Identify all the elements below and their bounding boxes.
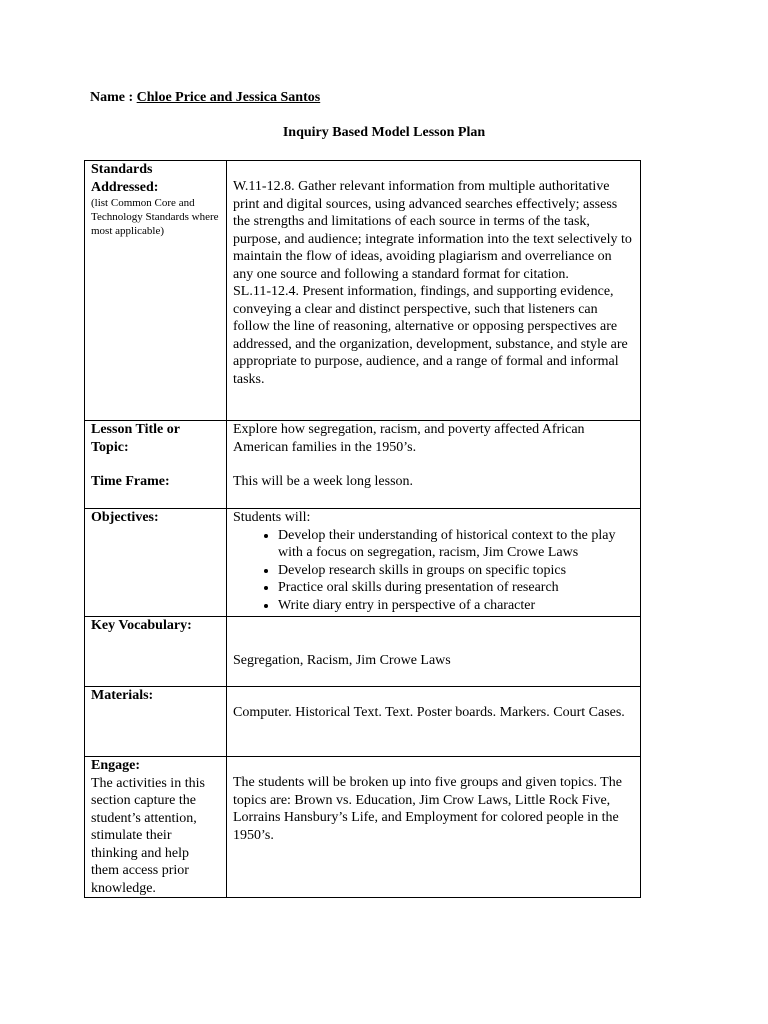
vocabulary-row — [85, 617, 641, 687]
materials-value-cell — [227, 687, 641, 757]
materials-label: Materials: — [91, 688, 154, 703]
standards-label-cell — [85, 161, 227, 421]
standard-w11-12-8: W.11-12.8. Gather relevant information from multiple authoritative print and digital sources, using advanced searches effectively; assess the strengths and limitations of each source in terms of the task, purpose, and audience; integrate information into the text selectively to maintain the flow of ideas, avoiding plagiarism and overreliance on any one source and following a standard format for citation. — [233, 179, 632, 282]
standards-value-cell — [227, 161, 641, 421]
vocabulary-value: Segregation, Racism, Jim Crowe Laws — [233, 653, 451, 668]
name-value: Chloe Price and Jessica Santos — [136, 90, 321, 105]
name-label: Name : — [90, 90, 134, 105]
objective-item: • Develop their understanding of historical context to the play with a focus on segregation, racism, Jim Crowe Laws — [278, 527, 634, 562]
engage-value: The students will be broken up into five groups and given topics. The topics are: Brown vs. Education, Jim Crow Laws, Little Rock Five, Lorrains Hansbury’s Life, and Employment for colored people in the 1950’s. — [233, 775, 622, 843]
engage-label-cell — [85, 757, 227, 898]
name-line — [90, 90, 320, 106]
objectives-list — [233, 527, 634, 615]
materials-row — [85, 687, 641, 757]
objectives-label-cell — [85, 509, 227, 617]
materials-label-cell — [85, 687, 227, 757]
lesson-label-cell — [85, 421, 227, 509]
engage-value-cell — [227, 757, 641, 898]
standards-label: Standards Addressed: — [91, 162, 159, 195]
objectives-row — [85, 509, 641, 617]
objectives-value-cell — [227, 509, 641, 617]
time-frame-value: This will be a week long lesson. — [233, 474, 414, 489]
time-frame-label: Time Frame: — [91, 474, 170, 489]
lesson-row — [85, 421, 641, 509]
vocabulary-label: Key Vocabulary: — [91, 618, 192, 633]
objectives-intro: Students will: — [233, 510, 311, 525]
objective-item: • Develop research skills in groups on specific topics — [278, 562, 634, 580]
lesson-plan-table — [84, 160, 641, 898]
objective-item: • Write diary entry in perspective of a character — [278, 597, 634, 615]
engage-description: The activities in this section capture the student’s attention, stimulate their thinking and help them access prior knowledge. — [91, 775, 205, 896]
lesson-title-label: Lesson Title or Topic: — [91, 422, 180, 455]
standards-sublabel: (list Common Core and Technology Standards where most applicable) — [91, 197, 219, 237]
vocabulary-label-cell — [85, 617, 227, 687]
engage-row — [85, 757, 641, 898]
objective-item: • Practice oral skills during presentation of research — [278, 579, 634, 597]
materials-value: Computer. Historical Text. Text. Poster boards. Markers. Court Cases. — [233, 705, 625, 720]
engage-label: Engage: — [91, 758, 140, 773]
lesson-title-value: Explore how segregation, racism, and poverty affected African American families in the 1950’s. — [233, 422, 585, 455]
objectives-label: Objectives: — [91, 510, 159, 525]
standards-row — [85, 161, 641, 421]
standard-sl11-12-4: SL.11-12.4. Present information, findings, and supporting evidence, conveying a clear and distinct perspective, such that listeners can follow the line of reasoning, alternative or opposing perspectives are addressed, and the organization, development, substance, and style are appropriate to purpose, audience, and a range of formal and informal tasks. — [233, 284, 628, 387]
document-title: Inquiry Based Model Lesson Plan — [282, 125, 486, 140]
vocabulary-value-cell — [227, 617, 641, 687]
lesson-value-cell — [227, 421, 641, 509]
